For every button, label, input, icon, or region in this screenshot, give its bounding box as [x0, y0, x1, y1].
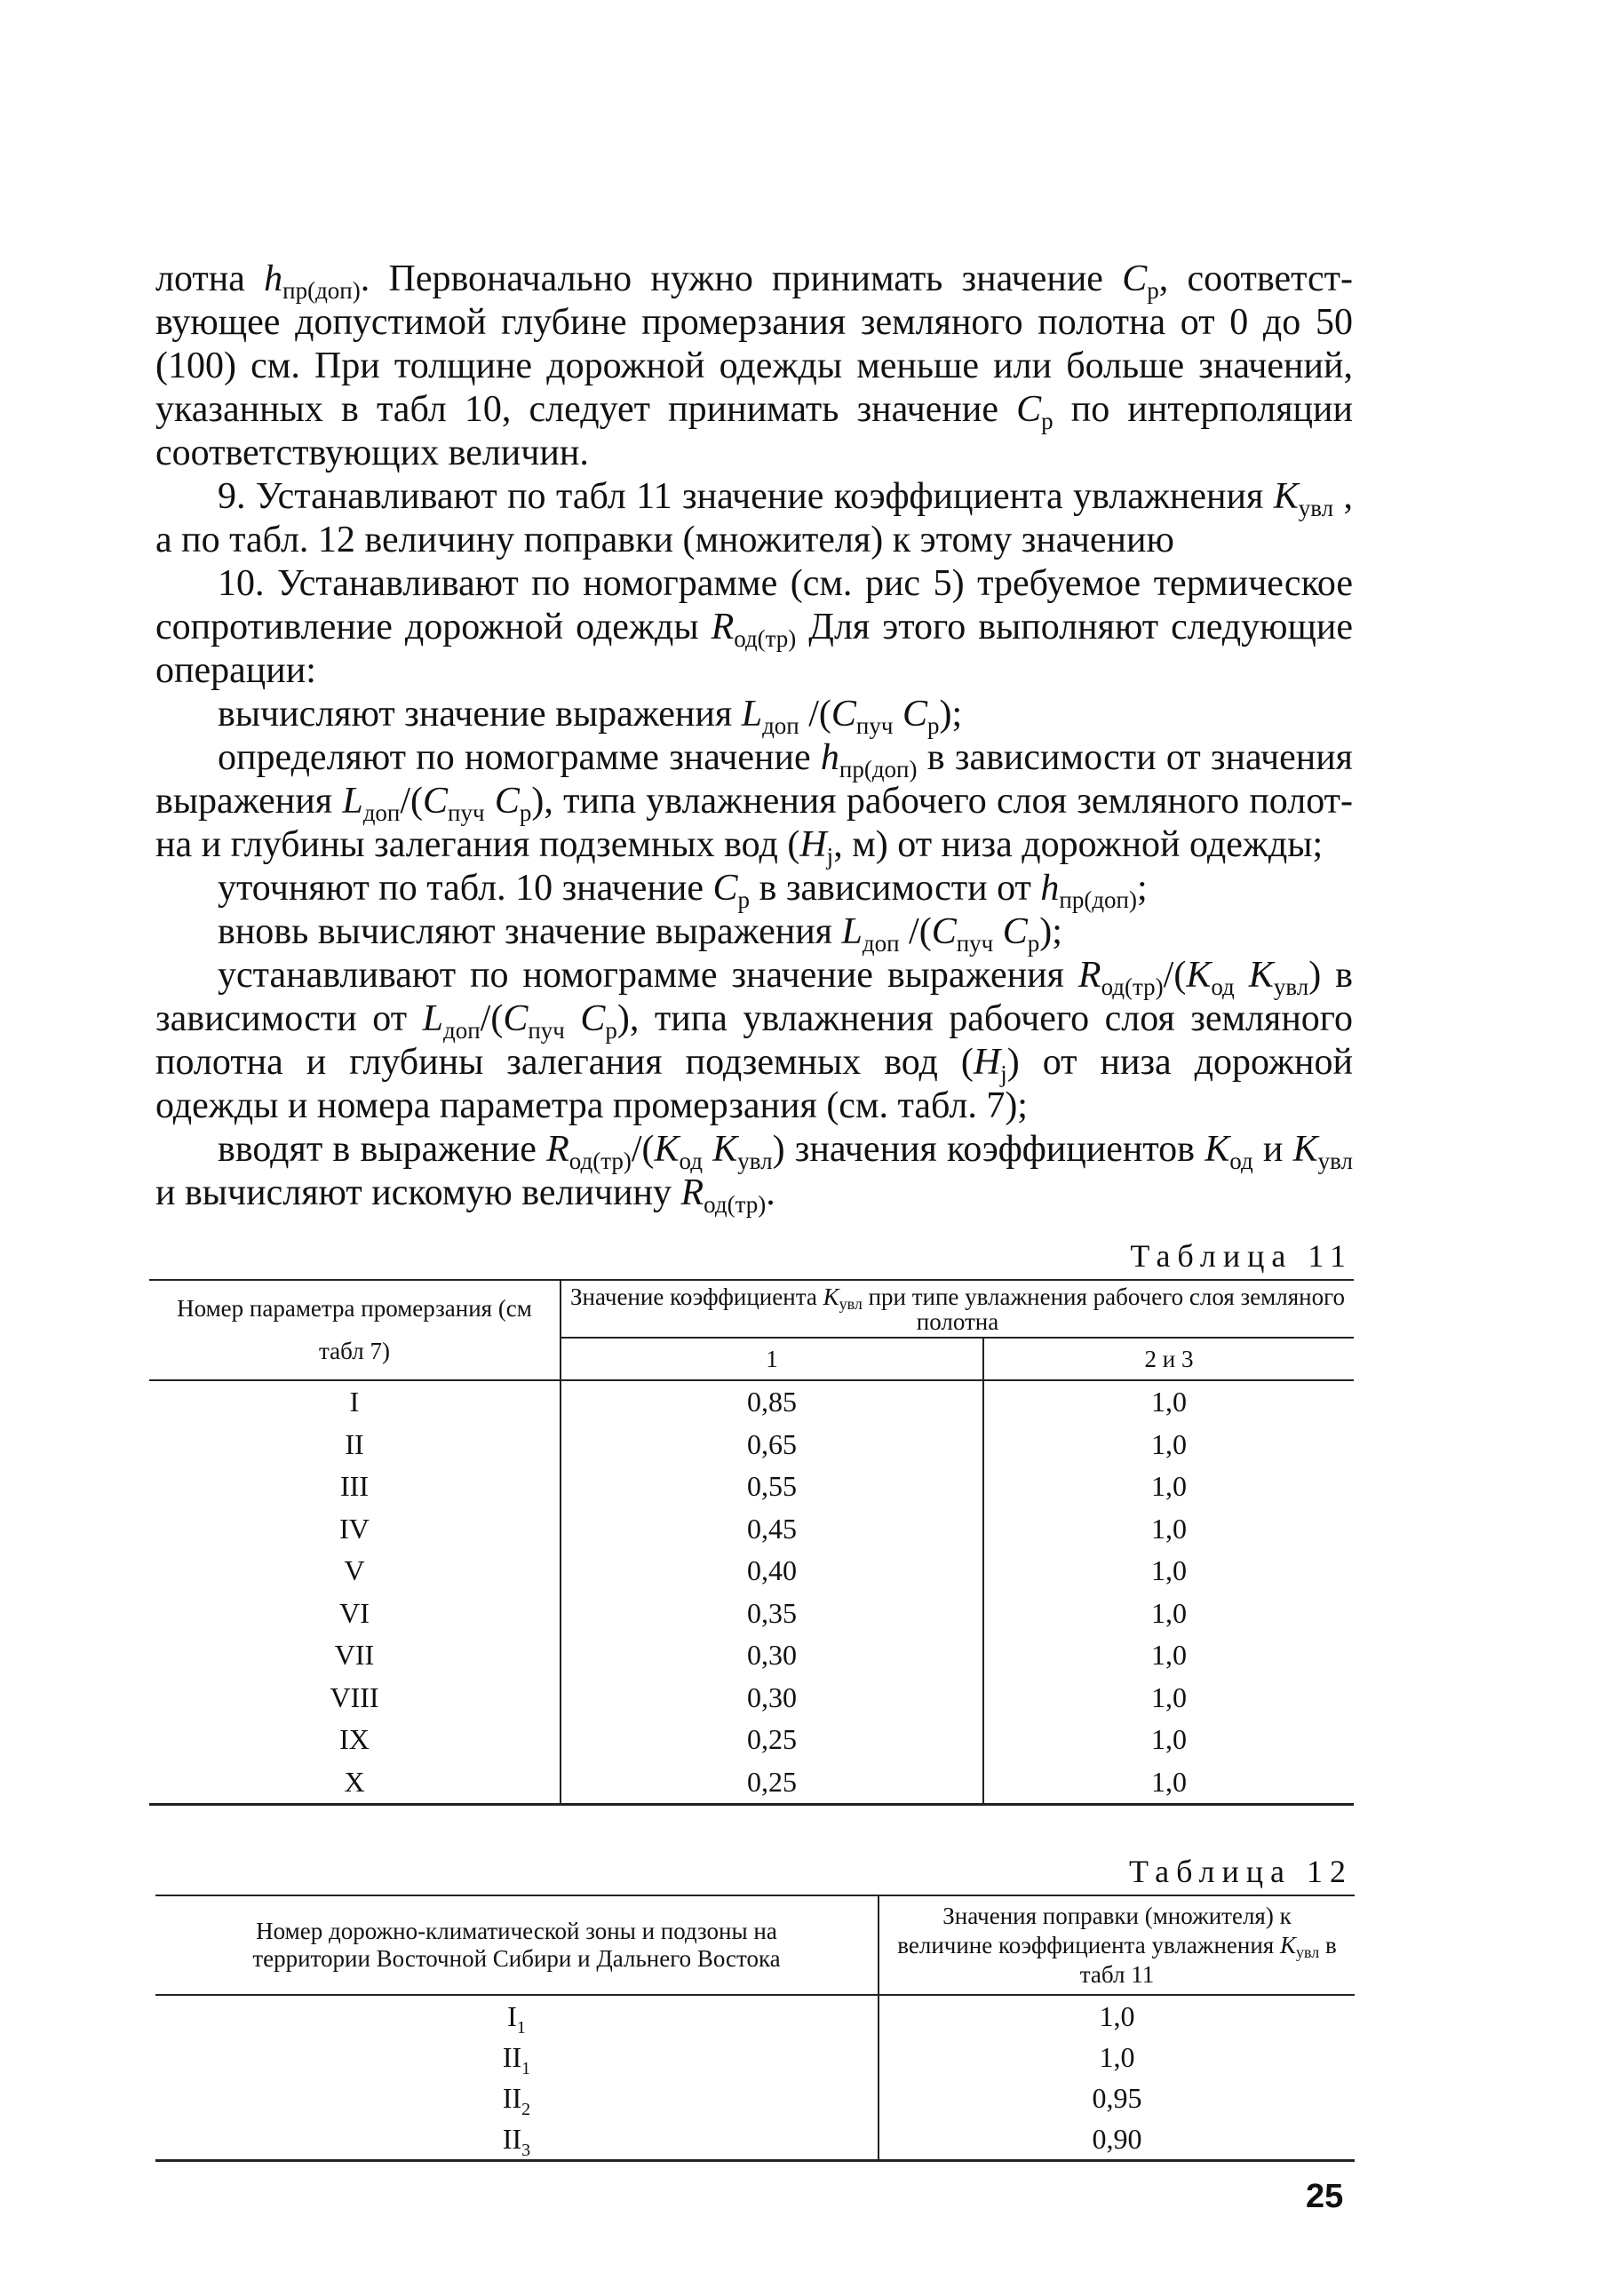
table-11-cell-param: VI [339, 1596, 370, 1629]
table-11-cell-param: V [344, 1554, 365, 1586]
table-12-header-value: Значения поправки (множителя) к величине коэффициента увлажнения $K_{увл}$ в табл 11 [879, 1895, 1355, 1995]
table-12-cell-zone: $II_1$ [502, 2041, 531, 2078]
table-11-cell-param: VIII [330, 1680, 379, 1713]
table-12-row [155, 2118, 1355, 2161]
table-11-cell-type1: 0,35 [561, 1593, 983, 1635]
table-11-header-param: Номер параметра промерзания (см табл 7) [149, 1280, 561, 1380]
table-11-cell-type1: 0,85 [561, 1380, 983, 1424]
table-11-cell-type1: 0,55 [561, 1466, 983, 1508]
table-11-row [149, 1508, 1354, 1551]
table-11-header-col1: 1 [561, 1338, 983, 1380]
table-11-caption: Таблица 11 [1130, 1238, 1353, 1274]
table-11-row [149, 1677, 1354, 1720]
table-11-cell-type23: 1,0 [983, 1380, 1354, 1424]
table-11-cell-type1: 0,25 [561, 1761, 983, 1805]
table-11-header-col2: 2 и 3 [983, 1338, 1354, 1380]
table-11-cell-param: III [340, 1470, 369, 1502]
table-11-cell-param: II [345, 1427, 364, 1460]
table-12-cell-zone: $I_1$ [507, 2000, 526, 2038]
table-11-row [149, 1466, 1354, 1508]
table-12-caption: Таблица 12 [1129, 1854, 1353, 1889]
table-11-cell-type1: 0,65 [561, 1424, 983, 1466]
table-11-row [149, 1424, 1354, 1466]
table-12-cell-value: 1,0 [879, 2037, 1355, 2078]
paragraph-4: вычисляют значение выражения $L_{доп}$ $/(C_{пуч}$ $C_р$); [218, 694, 963, 739]
paragraph-2: 9. Устанавливают по табл 11 значение коэффициента увлажнения $K_{увл}$ , а по табл. 12 величину поправки (множителя) к этому значению [155, 476, 1353, 560]
table-11-cell-param: IX [339, 1723, 370, 1755]
table-11-cell-type23: 1,0 [983, 1593, 1354, 1635]
paragraph-3: 10. Устанавливают по номограмме (см. рис 5) требуемое термическое сопротивление дорожной одежды $R_{од(тр)}$ Для этого выполняют следующие операции: [155, 563, 1354, 691]
table-11-cell-type23: 1,0 [983, 1550, 1354, 1593]
table-12-cell-value: 0,90 [879, 2118, 1355, 2161]
table-11-row [149, 1380, 1354, 1424]
table-11-cell-type23: 1,0 [983, 1761, 1354, 1805]
table-11-cell-type23: 1,0 [983, 1677, 1354, 1720]
table-11-cell-type1: 0,45 [561, 1508, 983, 1551]
table-12-header-zone: Номер дорожно-климатической зоны и подзоны на территории Восточной Сибири и Дальнего Востока [252, 1918, 781, 1972]
paragraph-7: вновь вычисляют значение выражения $L_{доп}$ $/(C_{пуч}$ $C_р$); [218, 911, 1062, 957]
table-11-row [149, 1550, 1354, 1593]
table-12-cell-value: 1,0 [879, 1995, 1355, 2037]
table-11-cell-type23: 1,0 [983, 1466, 1354, 1508]
table-11 [149, 1279, 1354, 1806]
table-12-row [155, 1995, 1355, 2037]
table-12 [155, 1895, 1355, 2162]
table-11-header-main: Значение коэффициента $K_{увл}$ при типе увлажнения рабочего слоя земляного полотна [561, 1280, 1354, 1338]
table-11-cell-param: X [344, 1765, 365, 1798]
table-11-cell-param: IV [339, 1512, 370, 1545]
table-11-cell-type1: 0,30 [561, 1677, 983, 1720]
paragraph-5: определяют по номограмме значение $h_{пр(доп)}$ в зависимости от значения выражения $L_{доп}/(C_{пуч}$ $C_р$), типа увлажнения рабочего слоя земляного полотна и глубины залегания подземных вод ($H_j$, м) от низа дорожной одежды; [155, 737, 1354, 870]
paragraph-1: лотна $h_{пр(доп)}$. Первоначально нужно принимать значение $C_р$, соответствующее допустимой глубине промерзания земляного полотна от 0 до 50 (100) см. При толщине дорожной одежды меньше или больше значений, указанных в табл 10, следует принимать значение $C_р$ по интерполяции соответствующих величин. [155, 258, 1353, 473]
table-11-cell-type23: 1,0 [983, 1508, 1354, 1551]
table-11-cell-type23: 1,0 [983, 1424, 1354, 1466]
table-12-row [155, 2037, 1355, 2078]
table-11-cell-type1: 0,40 [561, 1550, 983, 1593]
table-11-cell-param: VII [334, 1639, 375, 1671]
table-12-cell-zone: $II_3$ [502, 2123, 531, 2160]
table-12-row [155, 2078, 1355, 2118]
paragraph-8: устанавливают по номограмме значение выражения $R_{од(тр)}/(K_{од}$ $K_{увл}$) в зависимости от $L_{доп}/(C_{пуч}$ $C_р$), типа увлажнения рабочего слоя земляного полотна и глубины залегания подземных вод $(H_j)$ от низа дорожной одежды и номера параметра промерзания (см. табл. 7); [155, 955, 1354, 1126]
paragraph-6: уточняют по табл. 10 значение $C_р$ в зависимости от $h_{пр(доп)}$; [218, 868, 1148, 913]
table-11-cell-param: I [349, 1386, 360, 1418]
table-12-cell-value: 0,95 [879, 2078, 1355, 2118]
table-11-cell-type1: 0,25 [561, 1719, 983, 1761]
table-11-row [149, 1593, 1354, 1635]
table-11-cell-type1: 0,30 [561, 1634, 983, 1677]
table-11-cell-type23: 1,0 [983, 1634, 1354, 1677]
table-11-cell-type23: 1,0 [983, 1719, 1354, 1761]
table-11-row [149, 1634, 1354, 1677]
paragraph-9: вводят в выражение $R_{од(тр)}/(K_{од}$ $K_{увл}$) значения коэффициентов $K_{од}$ и $K_{увл}$ и вычисляют искомую величину $R_{од(тр)}$. [155, 1129, 1354, 1218]
page-number: 25 [1306, 2178, 1344, 2215]
table-11-row [149, 1761, 1354, 1805]
body-text [155, 258, 1354, 1218]
table-11-row [149, 1719, 1354, 1761]
table-12-cell-zone: $II_2$ [502, 2082, 531, 2119]
